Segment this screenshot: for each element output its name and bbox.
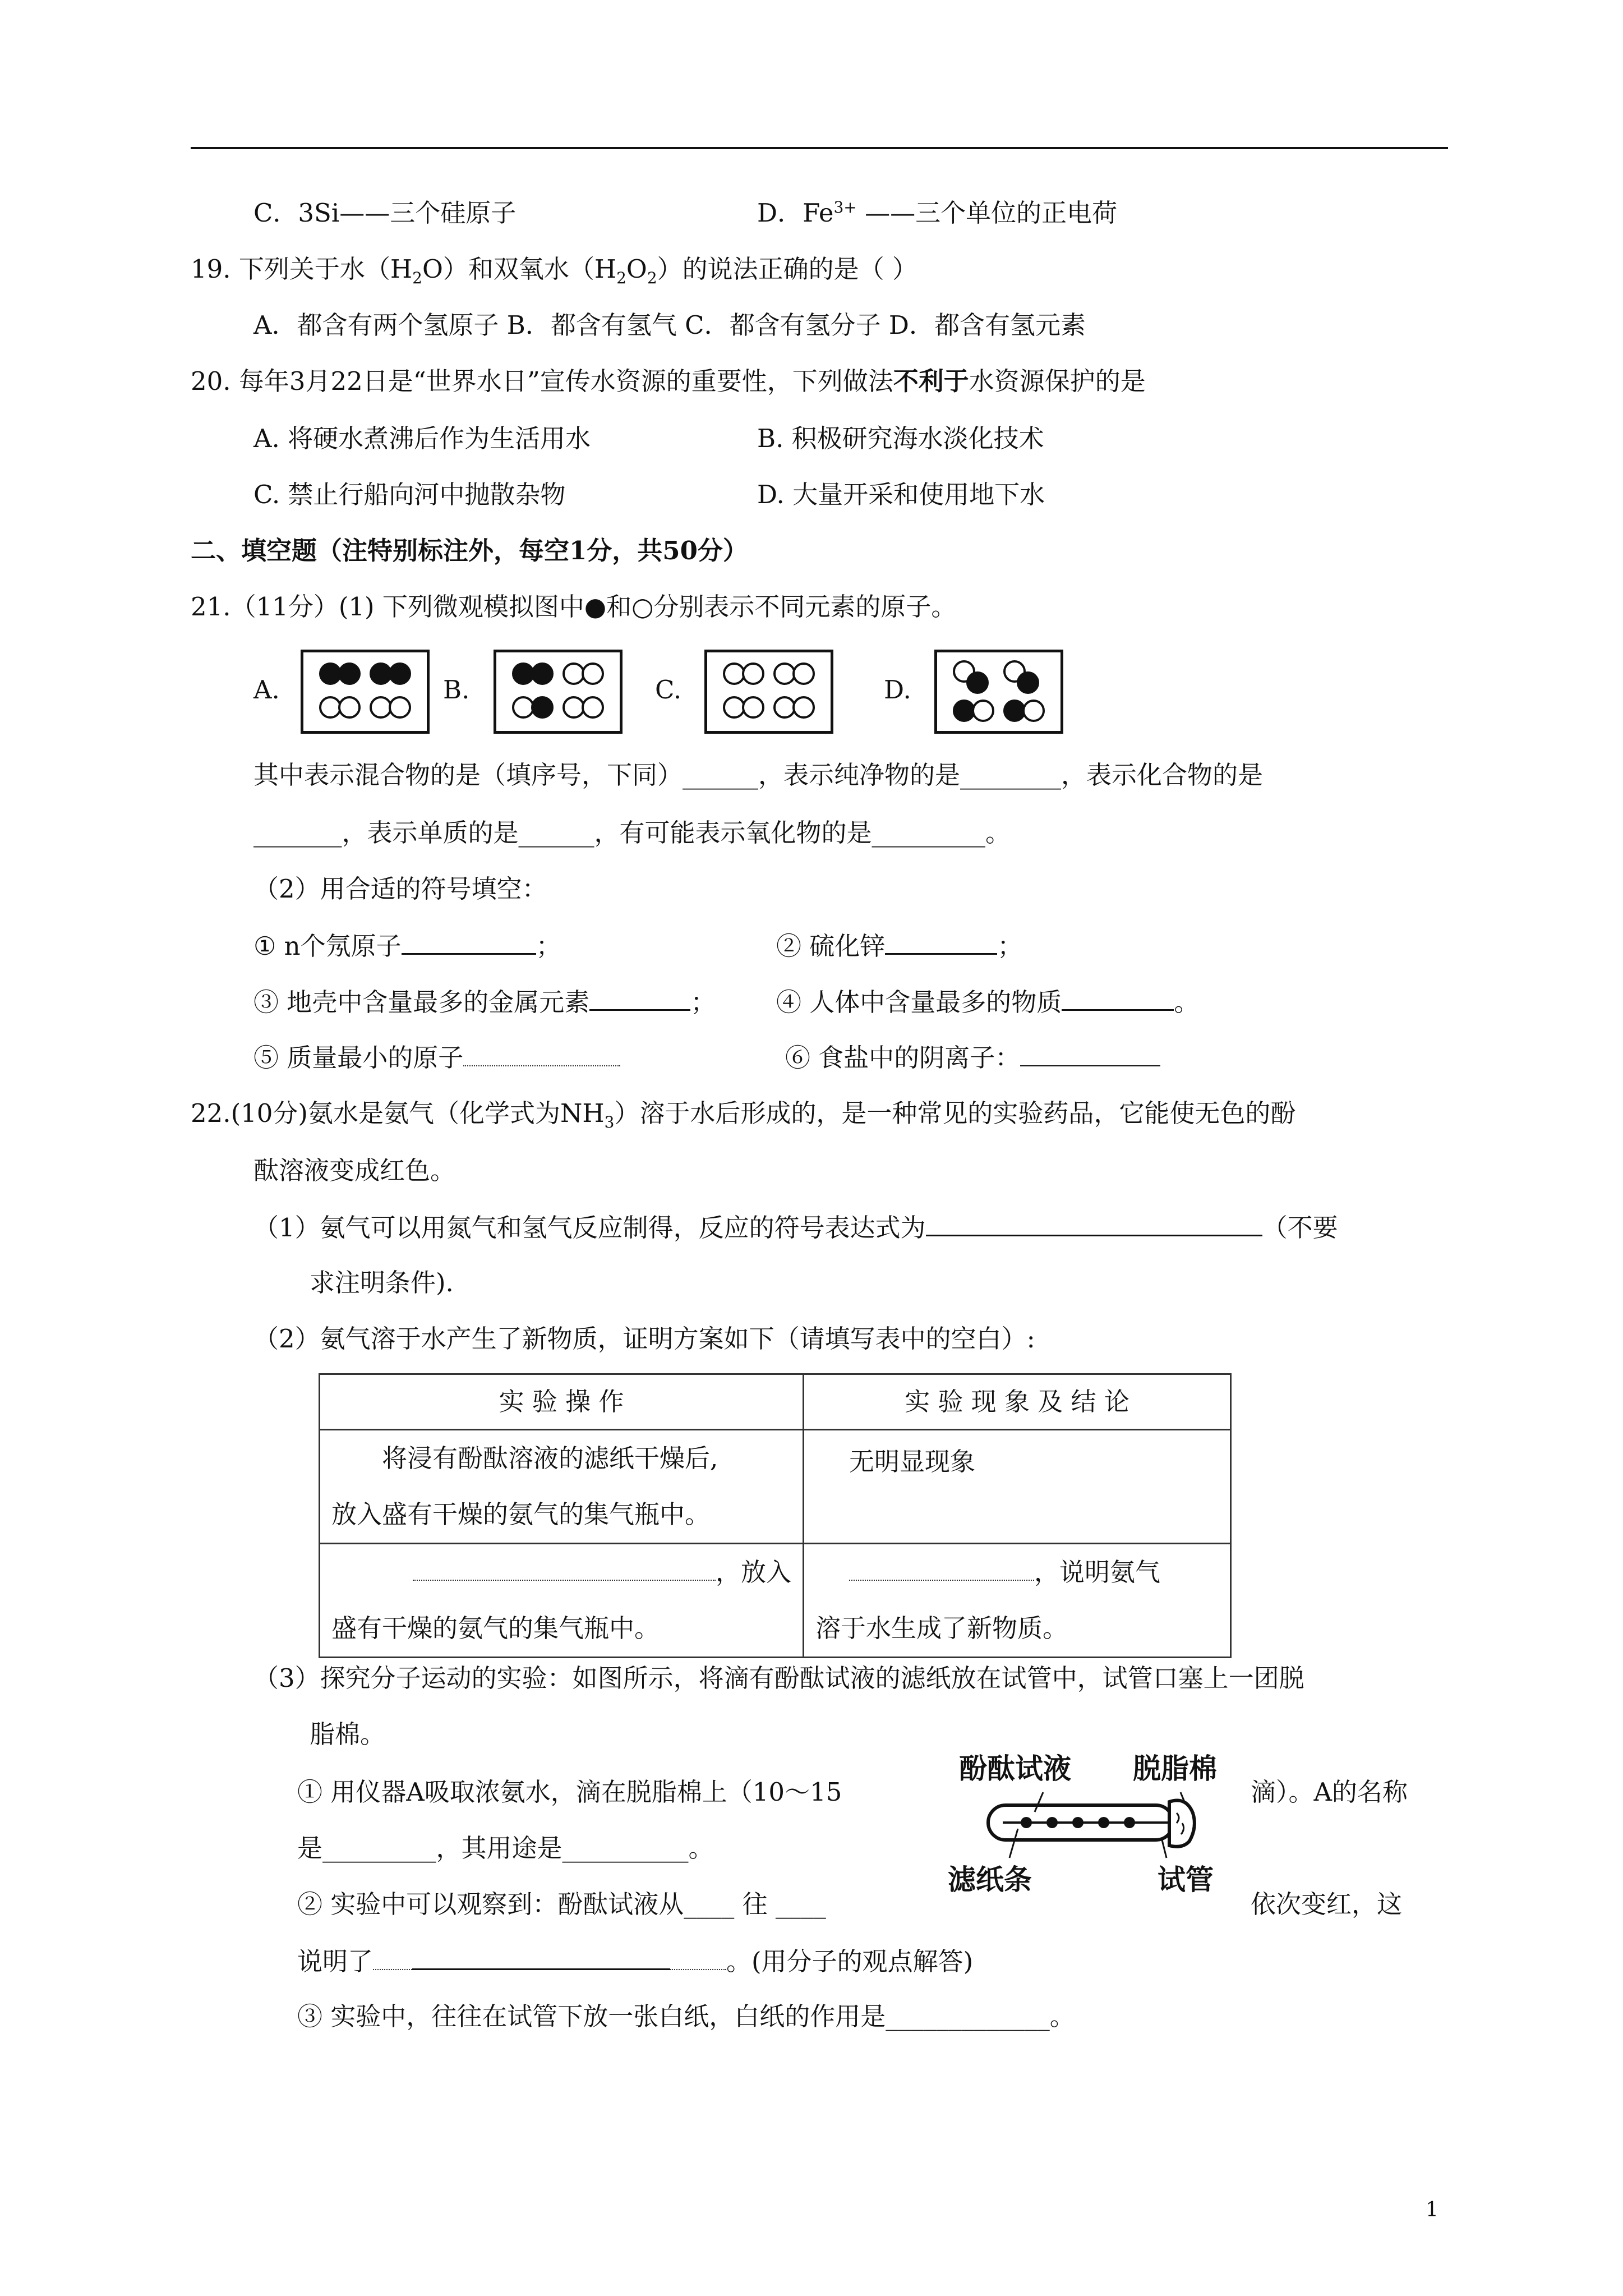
atom-filled <box>531 662 554 685</box>
atom-hollow <box>792 662 815 685</box>
q19-stem: 19. 下列关于水$(H_2O)$和双氧水$(H_2O_2)$的说法正确的是（ ） <box>191 254 917 287</box>
atom-filled <box>389 662 411 685</box>
table-header-result: 实 验 现 象 及 结 论 <box>804 1374 1231 1430</box>
q20-option-b: B. 积极研究海水淡化技术 <box>757 424 1044 453</box>
diagram-c <box>704 650 833 734</box>
test-tube-svg <box>942 1739 1234 1907</box>
q21-answer-line-1: 其中表示混合物的是（填序号，下同）______，表示纯净物的是________，表示化合物的是 <box>253 760 1264 790</box>
phenolphthalein-drop <box>1124 1817 1135 1828</box>
label-cotton: 脱脂棉 <box>1133 1752 1217 1785</box>
atom-hollow <box>338 696 361 719</box>
table-cell-operation-1: 将浸有酚酞溶液的滤纸干燥后, 放入盛有干燥的氨气的集气瓶中。 <box>320 1430 804 1544</box>
diagram-label-a: A. <box>253 675 280 705</box>
table-cell-result-2: ，说明氨气 溶于水生成了新物质。 <box>804 1544 1231 1658</box>
experiment-table <box>319 1373 1232 1658</box>
diagram-a <box>301 650 430 734</box>
q21-item-5: ⑤ 质量最小的原子 <box>253 1041 620 1075</box>
phenolphthalein-drop <box>1021 1817 1032 1828</box>
table-cell-result-1: 无明显现象 <box>804 1430 1231 1544</box>
atom-hollow <box>582 662 604 685</box>
q22-step2-b: 依次变红，这 <box>1251 1889 1403 1919</box>
q22-part3-line-2: 脂棉。 <box>310 1719 386 1749</box>
q22-step1-c: 是_________，其用途是__________。 <box>297 1833 714 1863</box>
pointer-line <box>1162 1840 1166 1858</box>
q19-options: A．都含有两个氢原子 B．都含有氢气 C．都含有氢分子 D．都含有氢元素 <box>253 310 1086 340</box>
q22-part3: （3）探究分子运动的实验：如图所示，将滴有酚酞试液的滤纸放在试管中，试管口塞上一团脱 <box>253 1663 1304 1693</box>
q21-item-6: ⑥ 食盐中的阴离子： <box>785 1041 1160 1075</box>
atom-filled <box>966 671 989 694</box>
phenolphthalein-drop <box>1072 1817 1083 1828</box>
q22-stem-line-2: 酞溶液变成红色。 <box>253 1156 456 1185</box>
header-rule <box>191 147 1448 149</box>
q22-step1-a: ① 用仪器A吸取浓氨水，滴在脱脂棉上（10～15 <box>297 1777 842 1807</box>
q22-step3: ③ 实验中，往往在试管下放一张白纸，白纸的作用是_____________。 <box>297 2001 1075 2031</box>
atom-hollow <box>742 662 764 685</box>
label-filter-paper: 滤纸条 <box>948 1864 1032 1896</box>
q20-option-c: C. 禁止行船向河中抛散杂物 <box>253 480 566 509</box>
q22-step1-b: 滴）。A的名称 <box>1251 1777 1408 1807</box>
q21-item-2: ② 硫化锌 ； <box>776 928 1022 963</box>
diagram-label-b: B. <box>443 675 470 705</box>
phenolphthalein-drop <box>1046 1817 1058 1828</box>
diagram-b <box>494 650 623 734</box>
section-heading-fill-in: 二、填空题（注特别标注外，每空1分，共50分） <box>191 536 748 565</box>
label-test-tube: 试管 <box>1158 1864 1214 1896</box>
atom-filled <box>531 696 554 719</box>
q22-stem: 22.(10分)氨水是氨气（化学式为$NH_3$）溶于水后形成的，是一种常见的实验药品，它能使无色的酚 <box>191 1098 1296 1131</box>
diagram-label-d: D. <box>884 675 911 705</box>
atom-hollow <box>389 696 411 719</box>
q22-step2-c: 说明了 。(用分子的观点解答) <box>297 1944 973 1978</box>
test-tube-figure <box>942 1739 1234 1907</box>
table-row <box>320 1544 1231 1658</box>
q21-item-3: ③ 地壳中含量最多的金属元素 ； <box>253 984 716 1019</box>
page-number: 1 <box>1426 2198 1438 2221</box>
q21-part2-stem: （2）用合适的符号填空： <box>253 874 547 904</box>
atom-filled <box>1017 671 1039 694</box>
label-phenolphthalein: 酚酞试液 <box>959 1752 1071 1785</box>
q22-part1-line-2: 求注明条件). <box>310 1268 454 1297</box>
q22-part2: （2）氨气溶于水产生了新物质，证明方案如下（请填写表中的空白）: <box>253 1324 1035 1354</box>
table-cell-operation-2: ，放入 盛有干燥的氨气的集气瓶中。 <box>320 1544 804 1658</box>
atom-hollow <box>742 696 764 719</box>
atom-hollow <box>972 700 994 722</box>
q20-option-d: D. 大量开采和使用地下水 <box>757 480 1045 509</box>
atom-filled <box>338 662 361 685</box>
q22-part1: （1）氨气可以用氮气和氢气反应制得，反应的符号表达式为 （不要 <box>253 1210 1338 1245</box>
diagram-d <box>934 650 1063 734</box>
q21-stem: 21.（11分）(1) 下列微观模拟图中●和○分别表示不同元素的原子。 <box>191 592 957 622</box>
diagram-label-c: C. <box>655 675 682 705</box>
q18-option-c: C．3Si——三个硅原子 <box>253 198 517 228</box>
atom-hollow <box>792 696 815 719</box>
q18-option-d: D．$Fe^{3+}$ ——三个单位的正电荷 <box>757 198 1118 228</box>
atom-hollow <box>1022 700 1045 722</box>
table-header-operation: 实 验 操 作 <box>320 1374 804 1430</box>
atom-hollow <box>582 696 604 719</box>
q20-stem: 20. 每年3月22日是“世界水日”宣传水资源的重要性，下列做法不利于水资源保护的是 <box>191 366 1146 396</box>
q21-answer-line-2: _______，表示单质的是______，有可能表示氧化物的是_________。 <box>253 818 1011 848</box>
table-row <box>320 1430 1231 1544</box>
q21-item-4: ④ 人体中含量最多的物质 。 <box>776 984 1199 1019</box>
q20-option-a: A. 将硬水煮沸后作为生活用水 <box>253 424 591 453</box>
q21-item-1: ① n个氖原子 ； <box>253 928 561 963</box>
phenolphthalein-drop <box>1098 1817 1109 1828</box>
table-header-row <box>320 1374 1231 1430</box>
q22-step2-a: ② 实验中可以观察到：酚酞试液从____ 往 ____ <box>297 1889 826 1919</box>
